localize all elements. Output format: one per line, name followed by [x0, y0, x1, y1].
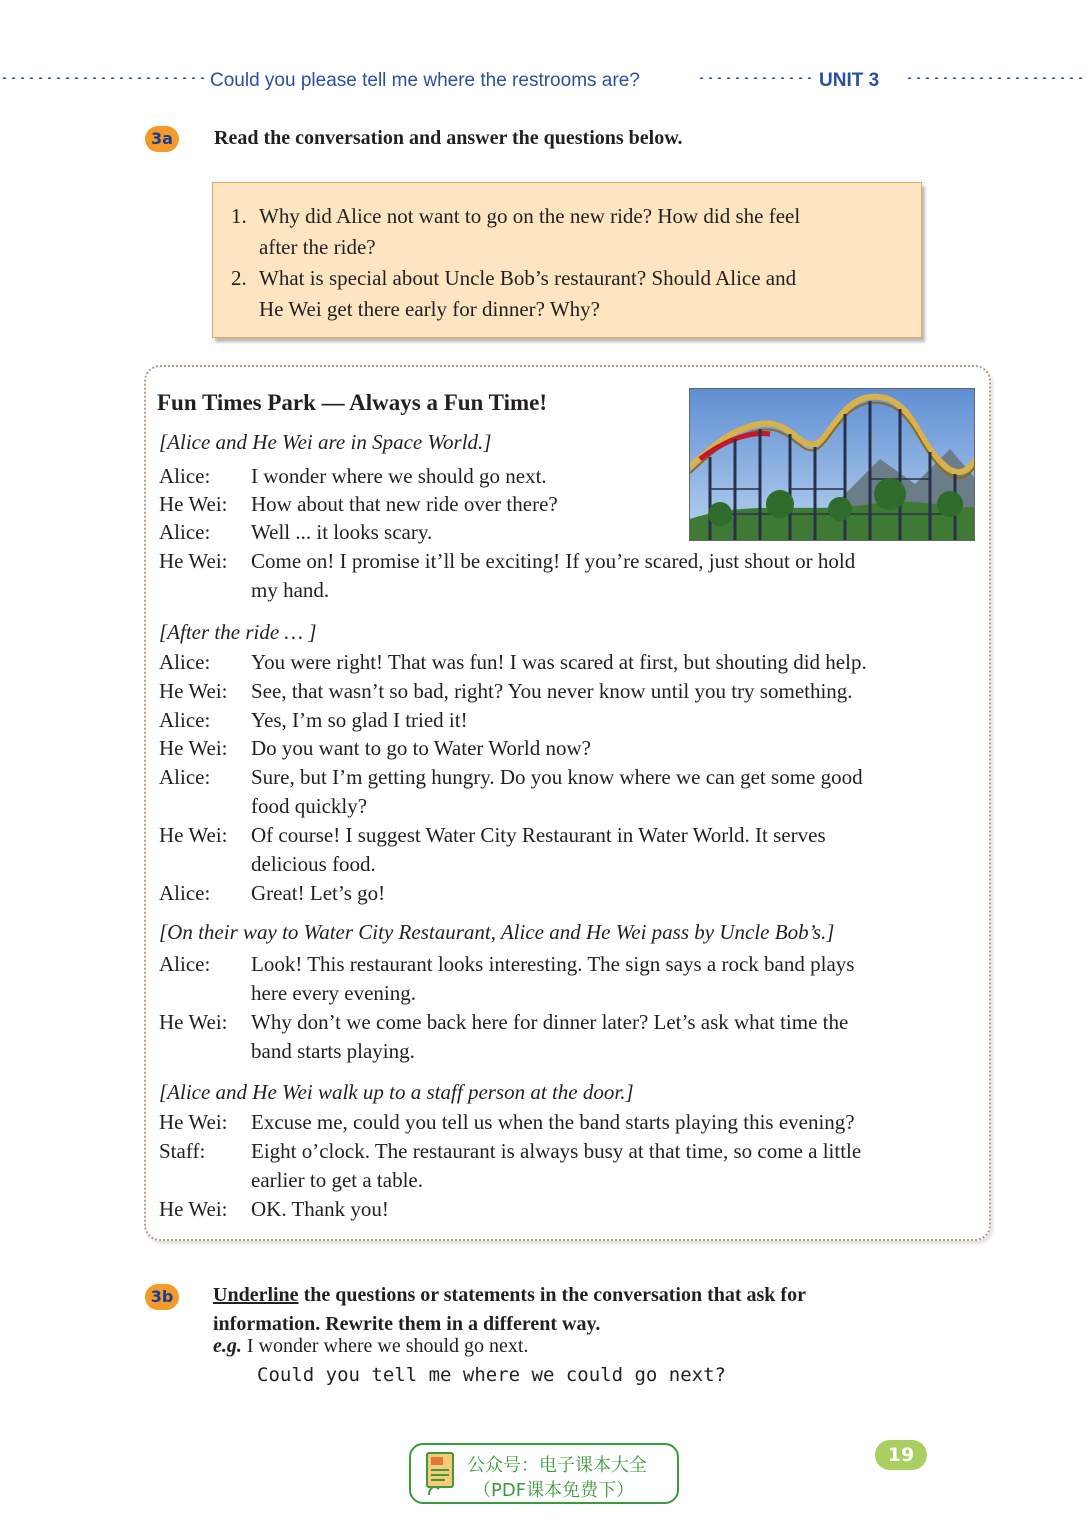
speaker: He Wei: — [159, 823, 228, 847]
header-dots-right — [905, 75, 1087, 79]
speaker: He Wei: — [159, 1197, 228, 1221]
stage-direction: [On their way to Water City Restaurant, Alice and He Wei pass by Uncle Bob’s.] — [159, 920, 835, 944]
questions-box — [212, 182, 922, 338]
header-dots-left — [0, 75, 205, 79]
stamp-line-1: 公众号：电子课本大全 — [467, 1455, 647, 1476]
underline-word: Underline — [213, 1284, 299, 1306]
header-dots-middle — [697, 75, 811, 79]
speaker: Alice: — [159, 881, 211, 905]
dialogue-text: OK. Thank you! — [251, 1197, 389, 1221]
dialogue-text: Of course! I suggest Water City Restaurant in Water World. It serves — [251, 823, 826, 847]
dialogue-text: Why don’t we come back here for dinner later? Let’s ask what time the — [251, 1010, 849, 1034]
section-badge-3b: 3b — [145, 1284, 179, 1310]
speaker: Alice: — [159, 650, 211, 674]
question-number: 2. — [231, 266, 247, 290]
watermark-stamp — [409, 1443, 679, 1504]
example — [213, 1335, 528, 1358]
question-1 — [231, 201, 800, 263]
question-text: Why did Alice not want to go on the new ride? How did she feel — [259, 204, 801, 228]
question-text-cont: He Wei get there early for dinner? Why? — [259, 297, 600, 321]
dialogue-text-cont: here every evening. — [251, 981, 416, 1005]
dialogue-text-cont: delicious food. — [251, 852, 376, 876]
example-text: I wonder where we should go next. — [246, 1335, 529, 1357]
instruction-text: the questions or statements in the conversation that ask for — [298, 1284, 806, 1306]
dialogue-text: Eight o’clock. The restaurant is always busy at that time, so come a little — [251, 1139, 862, 1163]
stage-direction: [After the ride … ] — [159, 620, 317, 644]
instruction-3b-line2: information. Rewrite them in a different way. — [213, 1313, 601, 1335]
book-icon — [425, 1451, 455, 1497]
stage-direction: [Alice and He Wei walk up to a staff person at the door.] — [159, 1080, 634, 1104]
instruction-3b — [213, 1281, 806, 1310]
stage-direction: [Alice and He Wei are in Space World.] — [159, 430, 492, 454]
instruction-3a: Read the conversation and answer the questions below. — [214, 127, 683, 149]
speaker: Alice: — [159, 708, 211, 732]
dialogue-text: Come on! I promise it’ll be exciting! If you’re scared, just shout or hold — [251, 549, 856, 573]
question-2 — [231, 263, 796, 325]
dialogue-text: How about that new ride over there? — [251, 492, 558, 516]
example-answer: Could you tell me where we could go next? — [257, 1364, 726, 1386]
speaker: He Wei: — [159, 549, 228, 573]
dialogue-text-cont: food quickly? — [251, 794, 368, 818]
dialogue-text: Yes, I’m so glad I tried it! — [251, 708, 468, 732]
dialogue-text: Excuse me, could you tell us when the band starts playing this evening? — [251, 1110, 855, 1134]
roller-coaster-image — [690, 389, 975, 541]
stamp-line-2: （PDF课本免费下） — [473, 1480, 635, 1501]
dialogue-text: Great! Let’s go! — [251, 881, 386, 905]
dialogue-text-cont: my hand. — [251, 578, 330, 602]
roller-coaster-photo — [689, 388, 975, 541]
question-text: What is special about Uncle Bob’s restaurant? Should Alice and — [259, 266, 797, 290]
dialogue-text: Look! This restaurant looks interesting. The sign says a rock band plays — [251, 952, 855, 976]
example-label: e.g. — [213, 1335, 242, 1357]
question-number: 1. — [231, 204, 247, 228]
dialogue-text-cont: earlier to get a table. — [251, 1168, 423, 1192]
speaker: He Wei: — [159, 1110, 228, 1134]
speaker: He Wei: — [159, 736, 228, 760]
speaker: Alice: — [159, 464, 211, 488]
dialogue-text-cont: band starts playing. — [251, 1039, 415, 1063]
speaker: Alice: — [159, 952, 211, 976]
speaker: Staff: — [159, 1139, 206, 1163]
speaker: Alice: — [159, 520, 211, 544]
speaker: He Wei: — [159, 492, 228, 516]
section-badge-3a: 3a — [145, 126, 179, 152]
dialogue-text: You were right! That was fun! I was scared at first, but shouting did help. — [251, 650, 867, 674]
conversation-title: Fun Times Park — Always a Fun Time! — [157, 390, 548, 415]
running-header — [0, 70, 1087, 96]
header-title: Could you please tell me where the restrooms are? — [210, 70, 640, 91]
dialogue-text: Do you want to go to Water World now? — [251, 736, 591, 760]
dialogue-text: Well ... it looks scary. — [251, 520, 433, 544]
speaker: Alice: — [159, 765, 211, 789]
speaker: He Wei: — [159, 1010, 228, 1034]
question-text-cont: after the ride? — [259, 235, 376, 259]
unit-label: UNIT 3 — [819, 70, 880, 91]
dialogue-text: Sure, but I’m getting hungry. Do you know where we can get some good — [251, 765, 863, 789]
page-number: 19 — [875, 1440, 927, 1470]
dialogue-text: See, that wasn’t so bad, right? You never know until you try something. — [251, 679, 853, 703]
speaker: He Wei: — [159, 679, 228, 703]
dialogue-text: I wonder where we should go next. — [251, 464, 547, 488]
